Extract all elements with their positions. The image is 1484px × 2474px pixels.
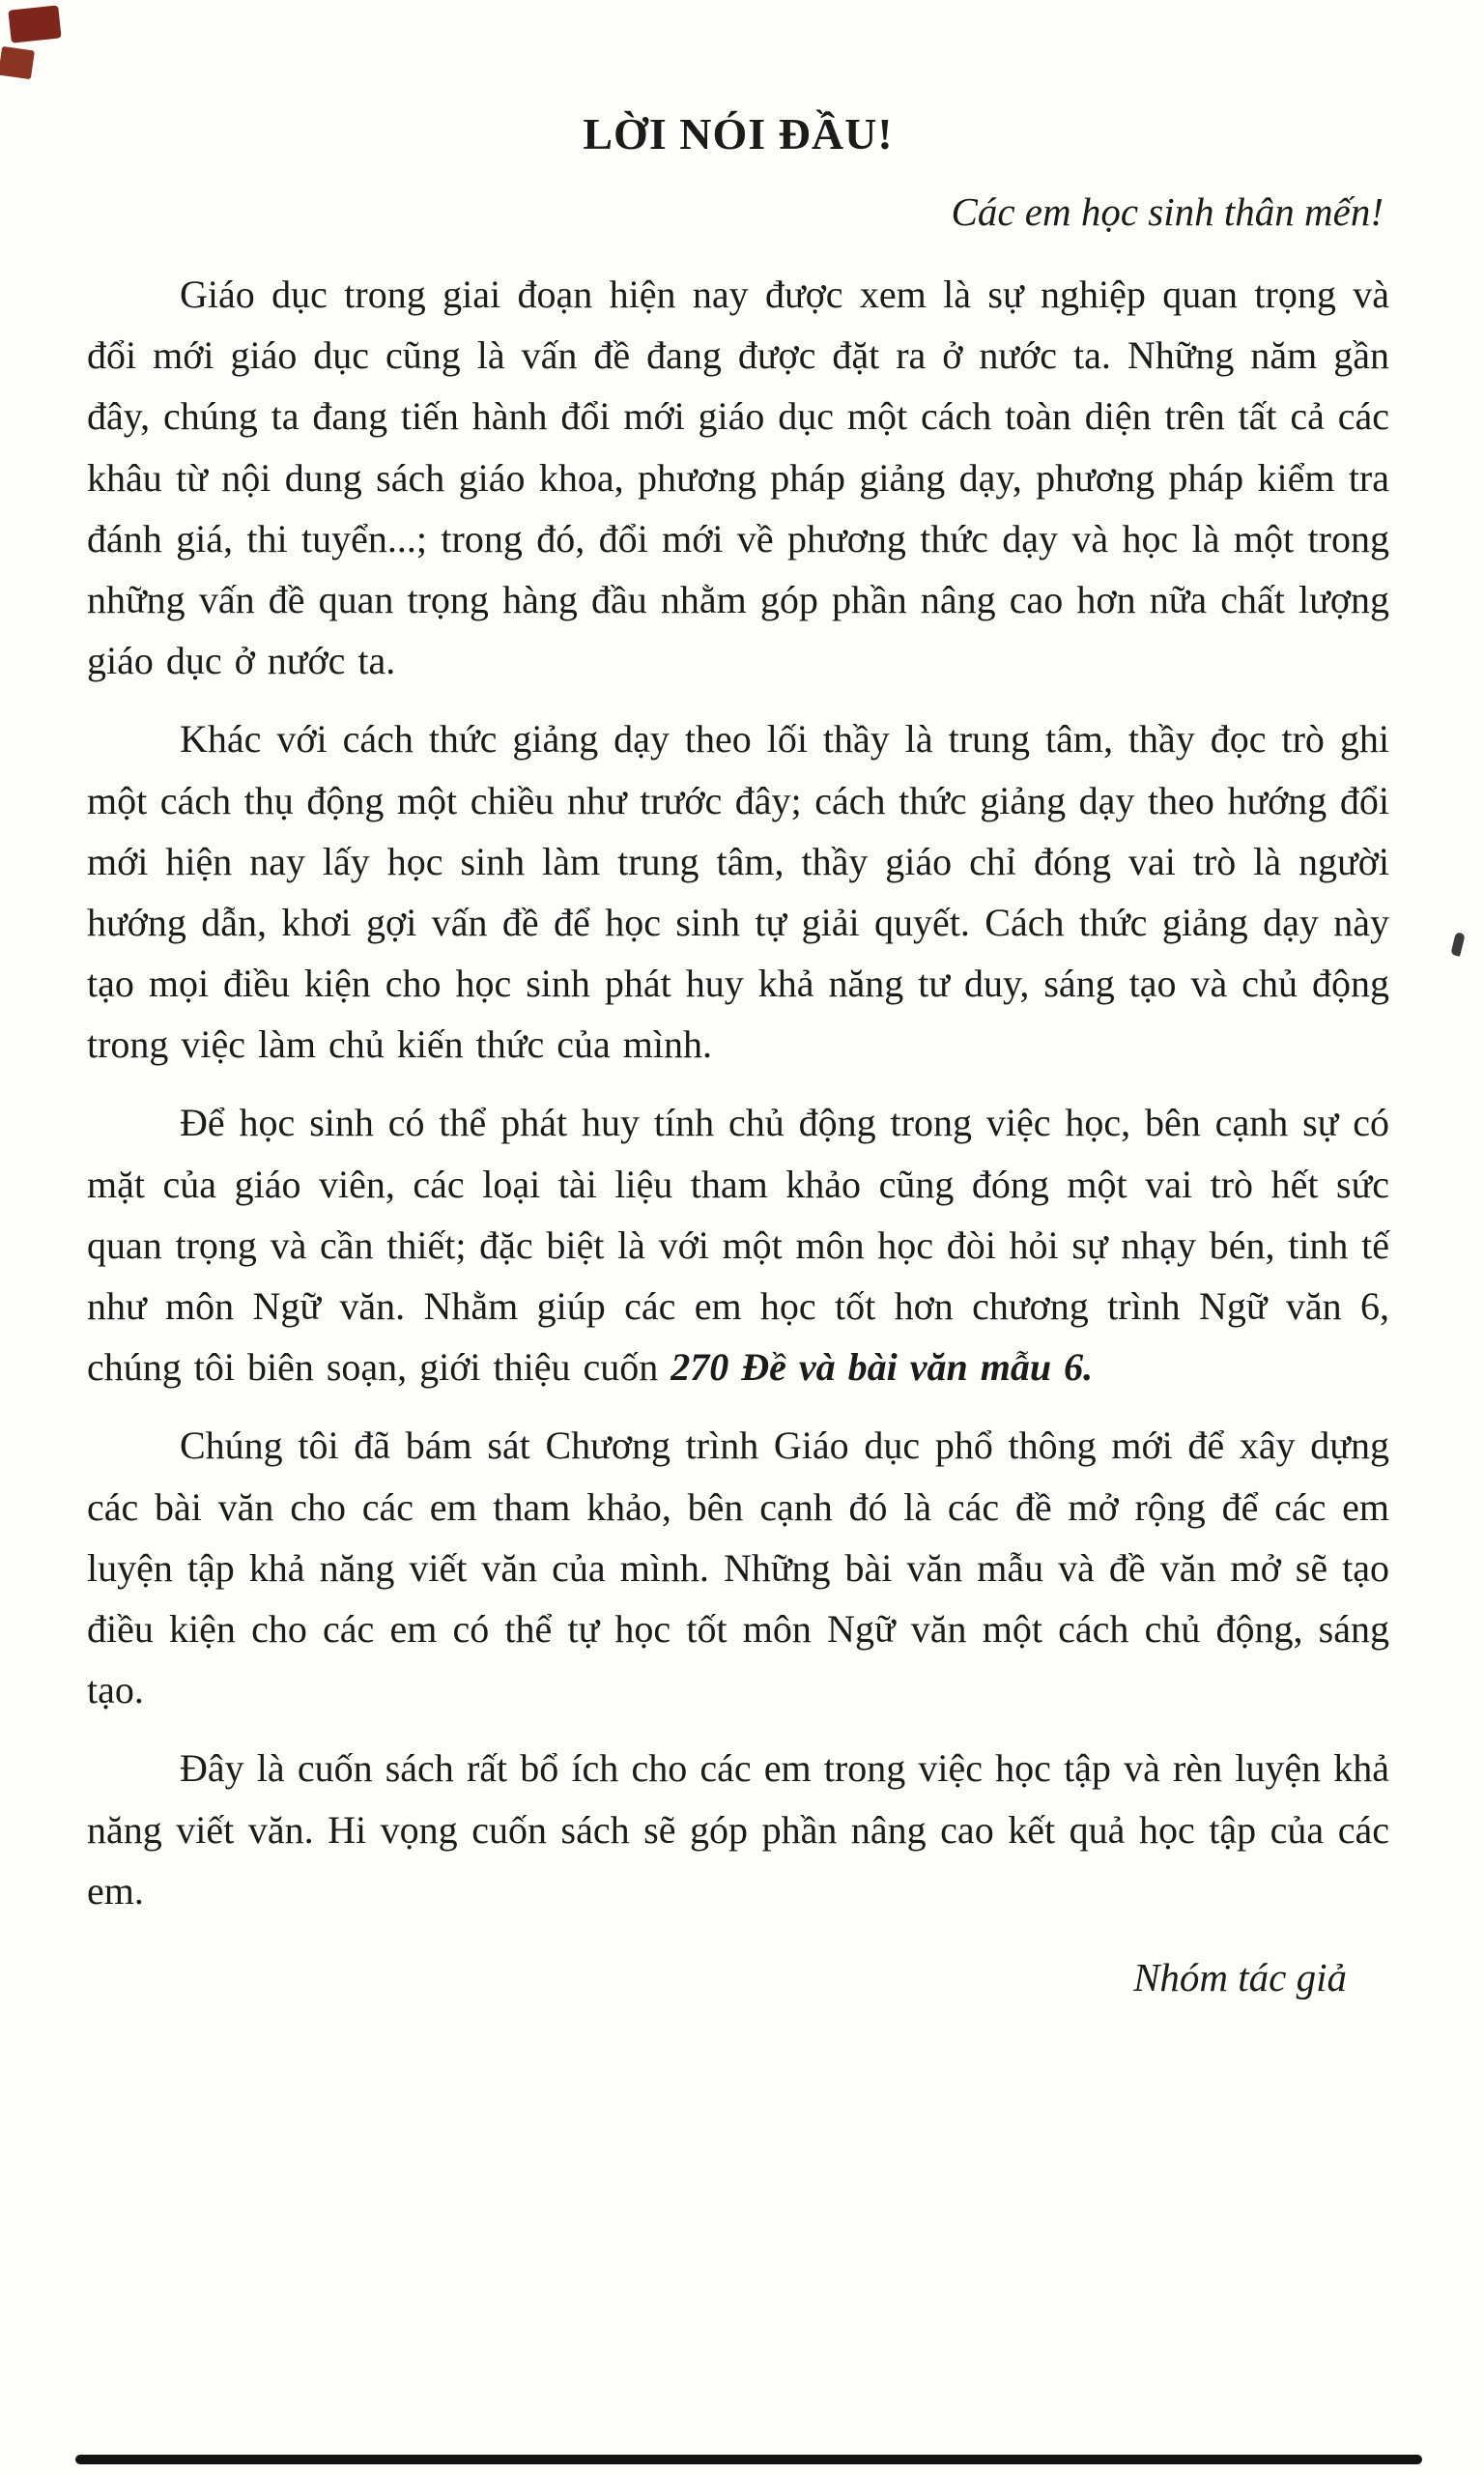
salutation-line: Các em học sinh thân mến!	[951, 189, 1384, 234]
scan-artifact-corner-mark	[0, 46, 35, 79]
foreword-paragraph-2: Khác với cách thức giảng dạy theo lối thầy là trung tâm, thầy đọc trò ghi một cách thụ động một chiều như trước đây; cách thức giảng dạy theo hướng đổi mới hiện nay lấy học sinh làm trung tâm, thầy giáo chỉ đóng vai trò là người hướng dẫn, khơi gợi vấn đề để học sinh tự giải quyết. Cách thức giảng dạy này tạo mọi điều kiện cho học sinh phát huy khả năng tư duy, sáng tạo và chủ động trong việc làm chủ kiến thức của mình.	[87, 717, 1389, 1067]
scan-artifact-speck	[1450, 932, 1466, 957]
foreword-paragraph-5: Đây là cuốn sách rất bổ ích cho các em trong việc học tập và rèn luyện khả năng viết văn. Hi vọng cuốn sách sẽ góp phần nâng cao kết quả học tập của các em.	[87, 1746, 1389, 1913]
scan-artifact-corner-mark	[8, 5, 61, 43]
book-title: 270 Đề và bài văn mẫu 6.	[671, 1345, 1094, 1390]
scan-artifact-bottom-line	[75, 2455, 1422, 2464]
paragraph-text: Để học sinh có thể phát huy tính chủ động trong việc học, bên cạnh sự có mặt của giáo viên, các loại tài liệu tham khảo cũng đóng một vai trò hết sức quan trọng và cần thiết; đặc biệt là với một môn học đòi hỏi sự nhạy bén, tinh tế như môn Ngữ văn. Nhằm giúp các em học tốt hơn chương trình Ngữ văn 6, chúng tôi biên soạn, giới thiệu cuốn	[87, 1101, 1389, 1390]
page-title: LỜI NÓI ĐẦU!	[583, 109, 894, 158]
foreword-paragraph-1: Giáo dục trong giai đoạn hiện nay được xem là sự nghiệp quan trọng và đổi mới giáo dục cũng là vấn đề đang được đặt ra ở nước ta. Những năm gần đây, chúng ta đang tiến hành đổi mới giáo dục một cách toàn diện trên tất cả các khâu từ nội dung sách giáo khoa, phương pháp giảng dạy, phương pháp kiểm tra đánh giá, thi tuyển...; trong đó, đổi mới về phương thức dạy và học là một trong những vấn đề quan trọng hàng đầu nhằm góp phần nâng cao hơn nữa chất lượng giáo dục ở nước ta.	[87, 273, 1389, 683]
author-signature: Nhóm tác giả	[1133, 1954, 1347, 1999]
foreword-paragraph-3	[87, 1092, 1389, 1397]
foreword-paragraph-4: Chúng tôi đã bám sát Chương trình Giáo dục phổ thông mới để xây dựng các bài văn cho các em tham khảo, bên cạnh đó là các đề mở rộng để các em luyện tập khả năng viết văn của mình. Những bài văn mẫu và đề văn mở sẽ tạo điều kiện cho các em có thể tự học tốt môn Ngữ văn một cách chủ động, sáng tạo.	[87, 1424, 1389, 1712]
